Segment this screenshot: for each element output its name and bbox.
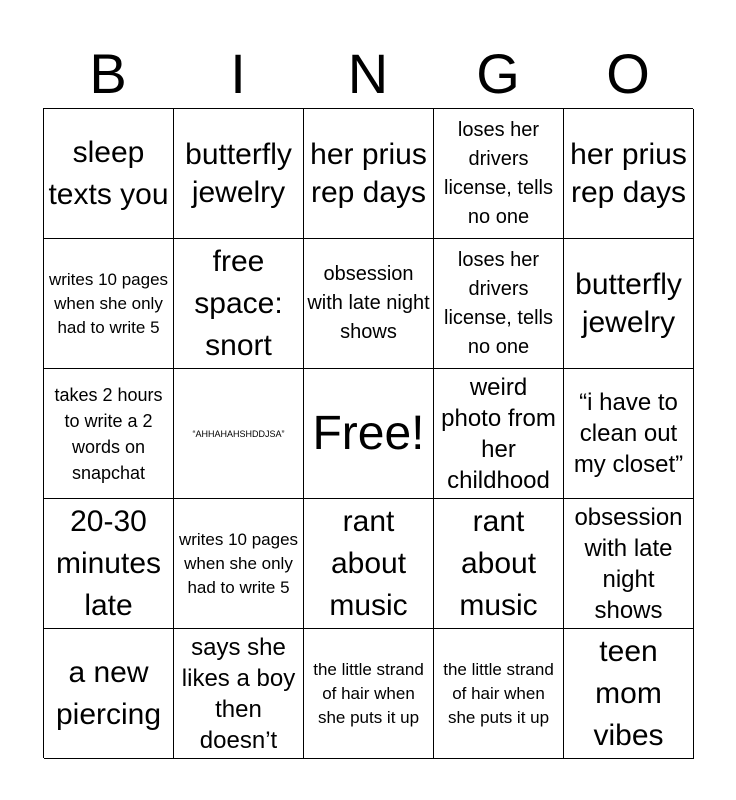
bingo-cell-r4-c4[interactable] xyxy=(434,499,564,629)
cell-text: loses her drivers license, tells no one xyxy=(444,248,553,358)
bingo-cell-r5-c4[interactable] xyxy=(434,629,564,759)
cell-text: loses her drivers license, tells no one xyxy=(444,118,553,228)
cell-text: butterfly jewelry xyxy=(575,267,682,339)
cell-text: teen mom vibes xyxy=(593,634,664,752)
cell-text: says she likes a boy then doesn’t xyxy=(181,633,296,754)
bingo-cell-r1-c2[interactable] xyxy=(174,109,304,239)
cell-text: the little strand of hair when she puts it up xyxy=(443,659,554,727)
bingo-cell-r4-c3[interactable] xyxy=(304,499,434,629)
cell-text: takes 2 hours to write a 2 words on snapchat xyxy=(54,384,163,483)
cell-text: rant about music xyxy=(329,504,408,622)
bingo-cell-r2-c4[interactable] xyxy=(434,239,564,369)
header-letter-o: O xyxy=(606,42,650,105)
bingo-cell-r4-c1[interactable] xyxy=(44,499,174,629)
bingo-cell-r3-c5[interactable] xyxy=(564,369,694,499)
header-letter-n: N xyxy=(347,42,389,105)
bingo-cell-r5-c2[interactable] xyxy=(174,629,304,759)
bingo-cell-r4-c5[interactable] xyxy=(564,499,694,629)
cell-text: her prius rep days xyxy=(310,137,427,209)
bingo-cell-r1-c3[interactable] xyxy=(304,109,434,239)
bingo-cell-r1-c1[interactable] xyxy=(44,109,174,239)
cell-text: the little strand of hair when she puts it up xyxy=(313,659,424,727)
bingo-cell-r1-c5[interactable] xyxy=(564,109,694,239)
header-letter-g: G xyxy=(476,42,520,105)
cell-text: a new piercing xyxy=(55,655,162,731)
bingo-cell-r3-c2[interactable] xyxy=(174,369,304,499)
bingo-grid xyxy=(43,108,693,758)
header-letter-b: B xyxy=(89,42,127,105)
cell-text: 20-30 minutes late xyxy=(55,504,162,622)
bingo-cell-r2-c5[interactable] xyxy=(564,239,694,369)
bingo-cell-r4-c2[interactable] xyxy=(174,499,304,629)
cell-text: “i have to clean out my closet” xyxy=(573,389,684,478)
cell-text: her prius rep days xyxy=(570,137,687,209)
cell-text: free space: snort xyxy=(194,244,283,362)
bingo-cell-r1-c4[interactable] xyxy=(434,109,564,239)
cell-text: writes 10 pages when she only had to write 5 xyxy=(48,269,169,337)
cell-text: weird photo from her childhood xyxy=(441,373,556,494)
bingo-cell-r3-c4[interactable] xyxy=(434,369,564,499)
header-letter-i: I xyxy=(230,42,246,105)
cell-text: butterfly jewelry xyxy=(185,137,292,209)
bingo-cell-r5-c3[interactable] xyxy=(304,629,434,759)
bingo-header xyxy=(43,40,693,108)
bingo-cell-r5-c5[interactable] xyxy=(564,629,694,759)
bingo-cell-r2-c3[interactable] xyxy=(304,239,434,369)
bingo-cell-r2-c2[interactable] xyxy=(174,239,304,369)
cell-text: rant about music xyxy=(459,504,538,622)
cell-text: obsession with late night shows xyxy=(307,263,430,343)
cell-text: sleep texts you xyxy=(48,135,169,211)
cell-text: obsession with late night shows xyxy=(574,503,683,624)
cell-text: writes 10 pages when she only had to write 5 xyxy=(178,529,299,597)
cell-text: “AHHAHAHSHDDJSA” xyxy=(192,428,285,439)
free-space-text: Free! xyxy=(312,406,425,460)
bingo-cell-r3-c1[interactable] xyxy=(44,369,174,499)
bingo-cell-r5-c1[interactable] xyxy=(44,629,174,759)
bingo-cell-r2-c1[interactable] xyxy=(44,239,174,369)
bingo-cell-free[interactable] xyxy=(304,369,434,499)
